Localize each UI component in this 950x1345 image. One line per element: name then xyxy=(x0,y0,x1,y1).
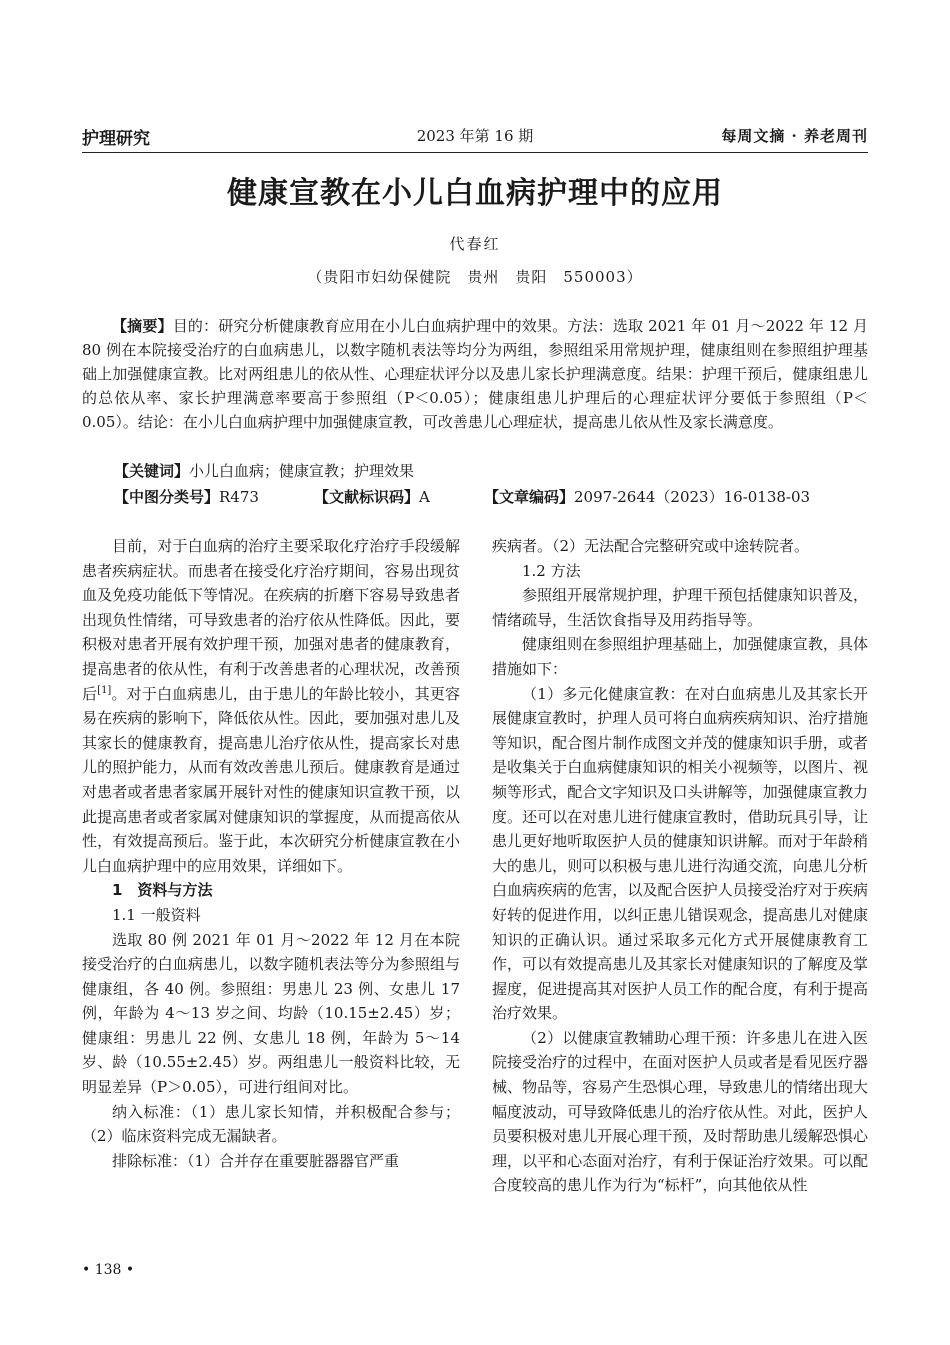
art-label: 【文章编码】 xyxy=(484,488,575,506)
citation-ref: [1] xyxy=(97,684,112,696)
header-issue: 2023 年第 16 期 xyxy=(416,127,534,145)
paragraph: 健康组则在参照组护理基础上，加强健康宣教，具体措施如下： xyxy=(492,635,868,678)
abstract-label: 【摘要】 xyxy=(112,317,173,335)
clc-value: R473 xyxy=(219,488,259,506)
classification-line xyxy=(114,486,868,510)
paragraph-text: 。对于白血病患儿，由于患儿的年龄比较小，其更容易在疾病的影响下，降低依从性。因此，要加强对患儿及其家长的健康教育，提高患儿治疗依从性，提高家长对患儿的照护能力，从而有效改善患儿预后。健康教育是通过对患者或者患者家属开展针对性的健康知识宣教干预，以此提高患者或者家属对健康知识的掌握度，从而提高依从性，有效提高预后。鉴于此，本次研究分析健康宣教在小儿白血病护理中的应用效果，详细如下。 xyxy=(82,684,460,875)
running-header xyxy=(82,124,868,152)
paragraph: 排除标准：（1）合并存在重要脏器器官严重 xyxy=(112,1151,400,1170)
body-column-right xyxy=(492,534,868,1198)
subsection-heading: 1.1 一般资料 xyxy=(112,905,201,924)
article-code xyxy=(484,486,810,507)
doc-value: A xyxy=(419,488,430,506)
art-value: 2097-2644（2023）16-0138-03 xyxy=(574,488,811,506)
section-heading: 1 资料与方法 xyxy=(112,881,213,900)
paragraph: 选取 80 例 2021 年 01 月～2022 年 12 月在本院接受治疗的白血病患儿，以数字随机表法等分为参照组与健康组，各 40 例。参照组：男患儿 23 例、女患儿 17 例，年龄为 4～13 岁之间、均龄（10.15±2.45）岁；健康组：男患儿 22 例、女患儿 18 例，年龄为 5～14 岁、龄（10.55±2.45）岁。两组患儿一般资料比较，无明显差异（P＞0.05），可进行组间对比。 xyxy=(82,930,460,1097)
header-rule xyxy=(82,152,868,153)
keywords xyxy=(114,460,414,481)
paragraph: （2）以健康宣教辅助心理干预：许多患儿在进入医院接受治疗的过程中，在面对医护人员或者是看见医疗器械、物品等，容易产生恐惧心理，导致患儿的情绪出现大幅度波动，可导致降低患儿的治疗依从性。对此，医护人员要积极对患儿开展心理干预，及时帮助患儿缓解恐惧心理，以平和心态面对治疗，有利于保证治疗效果。可以配合度较高的患儿作为行为“标杆”，向其他依从性 xyxy=(492,1028,868,1195)
body-column-left xyxy=(82,534,460,1173)
doc-label: 【文献标识码】 xyxy=(314,488,420,506)
paragraph: 参照组开展常规护理，护理干预包括健康知识普及，情绪疏导，生活饮食指导及用药指导等。 xyxy=(492,586,868,629)
clc-number xyxy=(114,486,259,507)
header-section: 护理研究 xyxy=(82,129,150,149)
header-journal: 每周文摘 · 养老周刊 xyxy=(721,127,868,145)
paragraph: 纳入标准：（1）患儿家长知情，并积极配合参与；（2）临床资料完成无漏缺者。 xyxy=(82,1102,460,1146)
author-affiliation: （贵阳市妇幼保健院 贵州 贵阳 550003） xyxy=(307,268,643,286)
paragraph-text: 目前，对于白血病的治疗主要采取化疗治疗手段缓解患者疾病症状。而患者在接受化疗治疗期间，容易出现贫血及免疫功能低下等情况。在疾病的折磨下容易导致患者出现负性情绪，可导致患者的治疗依从性降低。因此，要积极对患者开展有效护理干预，加强对患者的健康教育，提高患者的依从性，有利于改善患者的心理状况，改善预后 xyxy=(82,537,460,703)
abstract-text: 目的：研究分析健康教育应用在小儿白血病护理中的效果。方法：选取 2021 年 01 月～2022 年 12 月 80 例在本院接受治疗的白血病患儿，以数字随机表法等均分为两组，参照组采用常规护理，健康组则在参照组护理基础上加强健康宣教。比对两组患儿的依从性、心理症状评分以及患儿家长护理满意度。结果：护理干预后，健康组患儿的总依从率、家长护理满意率要高于参照组（P＜0.05）；健康组患儿护理后的心理症状评分要低于参照组（P＜0.05）。结论：在小儿白血病护理中加强健康宣教，可改善患儿心理症状，提高患儿依从性及家长满意度。 xyxy=(82,317,868,431)
doc-code xyxy=(314,486,430,507)
subsection-heading: 1.2 方法 xyxy=(522,561,581,580)
abstract xyxy=(82,314,868,434)
paragraph: 疾病者。（2）无法配合完整研究或中途转院者。 xyxy=(492,537,810,555)
paragraph: （1）多元化健康宣教：在对白血病患儿及其家长开展健康宣教时，护理人员可将白血病疾病知识、治疗措施等知识，配合图片制作成图文并茂的健康知识手册，或者是收集关于白血病健康知识的相关小视频等，以图片、视频等形式，配合文字知识及口头讲解等，加强健康宣教力度。还可以在对患儿进行健康宣教时，借助玩具引导，让患儿更好地听取医护人员的健康知识讲解。而对于年龄稍大的患儿，则可以积极与患儿进行沟通交流，向患儿分析白血病疾病的危害，以及配合医护人员接受治疗对于疾病好转的促进作用，以纠正患儿错误观念，提高患儿对健康知识的正确认识。通过采取多元化方式开展健康教育工作，可以有效提高患儿及其家长对健康知识的了解度及掌握度，促进提高其对医护人员工作的配合度，有利于提高治疗效果。 xyxy=(492,684,868,1023)
page-number: • 138 • xyxy=(82,1262,135,1278)
keywords-label: 【关键词】 xyxy=(114,462,190,480)
paragraph xyxy=(82,534,460,878)
clc-label: 【中图分类号】 xyxy=(114,488,220,506)
keywords-text: 小儿白血病；健康宣教；护理效果 xyxy=(189,462,415,480)
article-title: 健康宣教在小儿白血病护理中的应用 xyxy=(227,176,723,211)
author-name: 代春红 xyxy=(449,235,501,253)
